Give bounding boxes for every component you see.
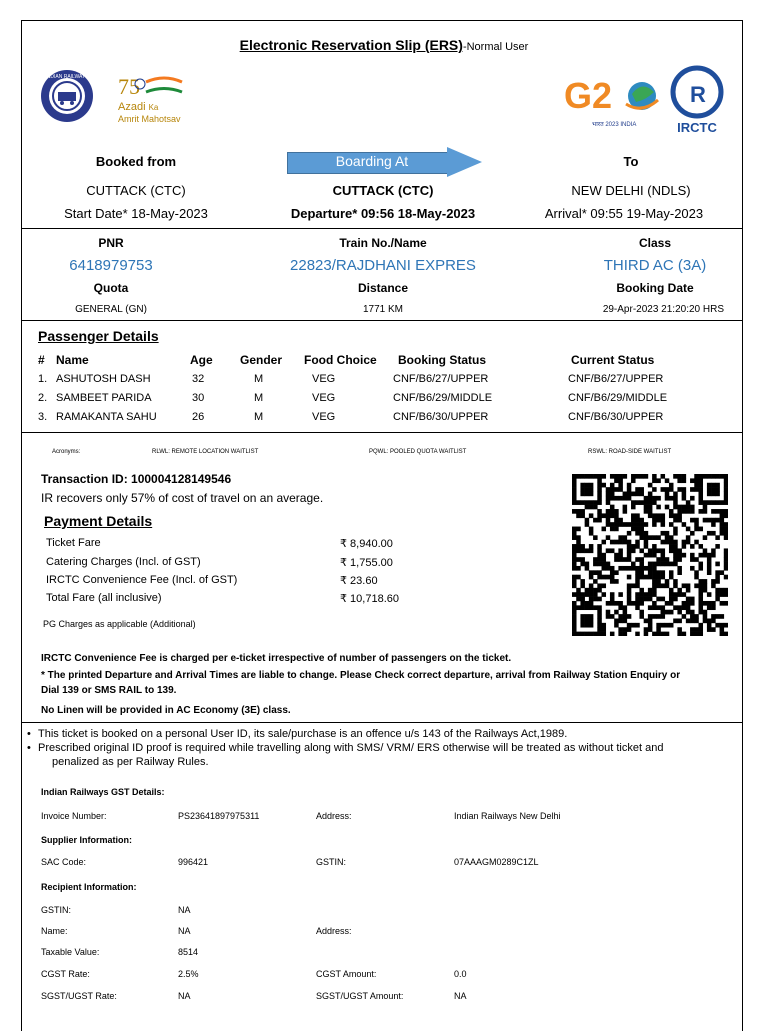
cell-gender: M	[254, 411, 264, 423]
col-header-current-status: Current Status	[571, 353, 655, 367]
cell-booking-status: CNF/B6/27/UPPER	[393, 373, 489, 385]
bullet-booking-offence: • This ticket is booked on a personal User ID, its sale/purchase is an offence u/s 143 of the Railways Act,1989.	[38, 727, 567, 741]
divider	[21, 228, 743, 229]
cell-name: SAMBEET PARIDA	[56, 392, 152, 404]
cgst-rate-label: CGST Rate:	[41, 969, 90, 979]
class-label: Class	[638, 236, 672, 250]
svg-text:G2: G2	[564, 75, 613, 116]
acronym-rswl: RSWL: ROAD-SIDE WAITLIST	[588, 449, 672, 455]
sgst-rate-value: NA	[178, 991, 191, 1001]
boarding-at-arrow	[287, 147, 482, 177]
payment-value-convenience-fee: ₹ 23.60	[340, 575, 378, 587]
divider	[21, 722, 743, 723]
svg-text:75: 75	[118, 74, 140, 99]
col-header-booking-status: Booking Status	[398, 353, 487, 367]
acronym-pqwl: PQWL: POOLED QUOTA WAITLIST	[369, 449, 467, 455]
timing-notice-line1: * The printed Departure and Arrival Times are liable to change. Please Check correct departure, arrival from Railway Station Enquiry or	[41, 670, 681, 681]
taxable-value-label: Taxable Value:	[41, 947, 100, 957]
col-header-name: Name	[56, 353, 89, 367]
distance-value: 1771 KM	[362, 304, 404, 315]
transaction-id: Transaction ID: 100004128149546	[41, 472, 232, 486]
recipient-heading: Recipient Information:	[41, 882, 137, 892]
invoice-label: Invoice Number:	[41, 811, 107, 821]
cell-num: 2.	[38, 392, 48, 404]
gstin-label: GSTIN:	[316, 857, 347, 867]
payment-label-catering: Catering Charges (Incl. of GST)	[46, 556, 201, 568]
recipient-address-label: Address:	[316, 926, 352, 936]
payment-label-total: Total Fare (all inclusive)	[46, 592, 162, 604]
ers-subtitle: -Normal User	[462, 41, 529, 53]
quota-value: GENERAL (GN)	[75, 304, 147, 315]
col-header-num: #	[38, 353, 45, 367]
recipient-gstin-value: NA	[178, 905, 191, 915]
g20-logo	[562, 70, 662, 132]
cell-food: VEG	[312, 411, 336, 423]
cell-age: 32	[192, 373, 205, 385]
payment-value-total: ₹ 10,718.60	[340, 593, 399, 605]
azadi-ka-amrit-mahotsav-logo	[116, 72, 206, 128]
svg-text:भारत 2023 INDIA: भारत 2023 INDIA	[592, 122, 637, 128]
linen-notice: No Linen will be provided in AC Economy (3E) class.	[41, 705, 291, 716]
pnr-value: 6418979753	[69, 257, 153, 274]
sac-value: 996421	[178, 857, 209, 867]
address-label: Address:	[316, 811, 352, 821]
cell-name: RAMAKANTA SAHU	[56, 411, 157, 423]
cell-booking-status: CNF/B6/30/UPPER	[393, 411, 489, 423]
cell-num: 3.	[38, 411, 48, 423]
quota-label: Quota	[93, 281, 129, 295]
svg-text:IRCTC: IRCTC	[677, 120, 717, 135]
cell-name: ASHUTOSH DASH	[56, 373, 151, 385]
qr-code	[572, 474, 728, 636]
cell-gender: M	[254, 373, 264, 385]
start-date: Start Date* 18-May-2023	[64, 206, 208, 221]
payment-details-heading: Payment Details	[44, 513, 153, 529]
recipient-name-value: NA	[178, 926, 191, 936]
pnr-label: PNR	[98, 236, 124, 250]
class-value: THIRD AC (3A)	[603, 257, 707, 274]
divider	[21, 432, 743, 433]
cell-current-status: CNF/B6/29/MIDDLE	[568, 392, 668, 404]
sgst-amount-value: NA	[454, 991, 467, 1001]
divider	[21, 320, 743, 321]
bullet-id-proof-cont: penalized as per Railway Rules.	[52, 756, 209, 768]
recipient-name-label: Name:	[41, 926, 68, 936]
cell-current-status: CNF/B6/27/UPPER	[568, 373, 664, 385]
passenger-details-heading: Passenger Details	[38, 328, 159, 344]
sgst-amount-label: SGST/UGST Amount:	[316, 991, 404, 1001]
col-header-gender: Gender	[240, 353, 283, 367]
cgst-rate-value: 2.5%	[178, 969, 199, 979]
gstin-value: 07AAAGM0289C1ZL	[454, 857, 539, 867]
from-station: CUTTACK (CTC)	[86, 183, 186, 198]
to-station: NEW DELHI (NDLS)	[571, 183, 691, 198]
svg-text:Azadi Ka: Azadi Ka	[118, 101, 159, 113]
cell-gender: M	[254, 392, 264, 404]
cell-age: 30	[192, 392, 205, 404]
svg-text:INDIAN RAILWAYS: INDIAN RAILWAYS	[45, 74, 89, 80]
cell-booking-status: CNF/B6/29/MIDDLE	[393, 392, 493, 404]
col-header-food: Food Choice	[304, 353, 377, 367]
cell-age: 26	[192, 411, 205, 423]
indian-railways-logo	[40, 66, 94, 126]
cell-food: VEG	[312, 373, 336, 385]
acronym-rlwl: RLWL: REMOTE LOCATION WAITLIST	[152, 449, 259, 455]
cgst-amount-value: 0.0	[454, 969, 467, 979]
col-header-age: Age	[190, 353, 213, 367]
taxable-value: 8514	[178, 947, 199, 957]
bullet-id-proof: • Prescribed original ID proof is required while travelling along with SMS/ VRM/ ERS otherwise will be treated as without ticket and	[38, 741, 663, 755]
supplier-heading: Supplier Information:	[41, 835, 132, 845]
distance-label: Distance	[357, 281, 409, 295]
svg-text:R: R	[690, 82, 706, 107]
booking-date-value: 29-Apr-2023 21:20:20 HRS	[602, 304, 724, 315]
payment-value-catering: ₹ 1,755.00	[340, 557, 393, 569]
convenience-fee-notice: IRCTC Convenience Fee is charged per e-ticket irrespective of number of passengers on the ticket.	[41, 653, 512, 664]
gst-heading: Indian Railways GST Details:	[41, 787, 165, 797]
invoice-value: PS23641897975311	[178, 811, 260, 821]
irctc-logo	[666, 62, 728, 136]
booked-from-label: Booked from	[95, 154, 177, 169]
acronyms-label: Acronyms:	[52, 449, 81, 455]
booking-date-label: Booking Date	[616, 281, 694, 295]
departure-time: Departure* 09:56 18-May-2023	[290, 206, 476, 221]
payment-label-ticket-fare: Ticket Fare	[46, 537, 101, 549]
svg-text:Amrit Mahotsav: Amrit Mahotsav	[118, 114, 181, 124]
arrival-time: Arrival* 09:55 19-May-2023	[544, 206, 704, 221]
train-label: Train No./Name	[339, 236, 427, 250]
sac-label: SAC Code:	[41, 857, 87, 867]
ers-title: Electronic Reservation Slip (ERS)	[239, 37, 463, 53]
to-label: To	[623, 154, 639, 169]
recipient-gstin-label: GSTIN:	[41, 905, 72, 915]
cell-food: VEG	[312, 392, 336, 404]
payment-value-ticket-fare: ₹ 8,940.00	[340, 538, 393, 550]
cell-num: 1.	[38, 373, 48, 385]
timing-notice-line2: Dial 139 or SMS RAIL to 139.	[41, 685, 177, 696]
pg-charges-note: PG Charges as applicable (Additional)	[43, 619, 196, 629]
payment-label-convenience-fee: IRCTC Convenience Fee (Incl. of GST)	[46, 574, 238, 586]
cgst-amount-label: CGST Amount:	[316, 969, 377, 979]
sgst-rate-label: SGST/UGST Rate:	[41, 991, 117, 1001]
cell-current-status: CNF/B6/30/UPPER	[568, 411, 664, 423]
boarding-station: CUTTACK (CTC)	[332, 183, 434, 198]
cost-recovery-note: IR recovers only 57% of cost of travel on an average.	[41, 491, 324, 505]
train-value: 22823/RAJDHANI EXPRES	[290, 257, 476, 274]
boarding-at-label: Boarding At	[335, 153, 409, 169]
address-value: Indian Railways New Delhi	[454, 811, 561, 821]
document-title	[0, 37, 768, 53]
